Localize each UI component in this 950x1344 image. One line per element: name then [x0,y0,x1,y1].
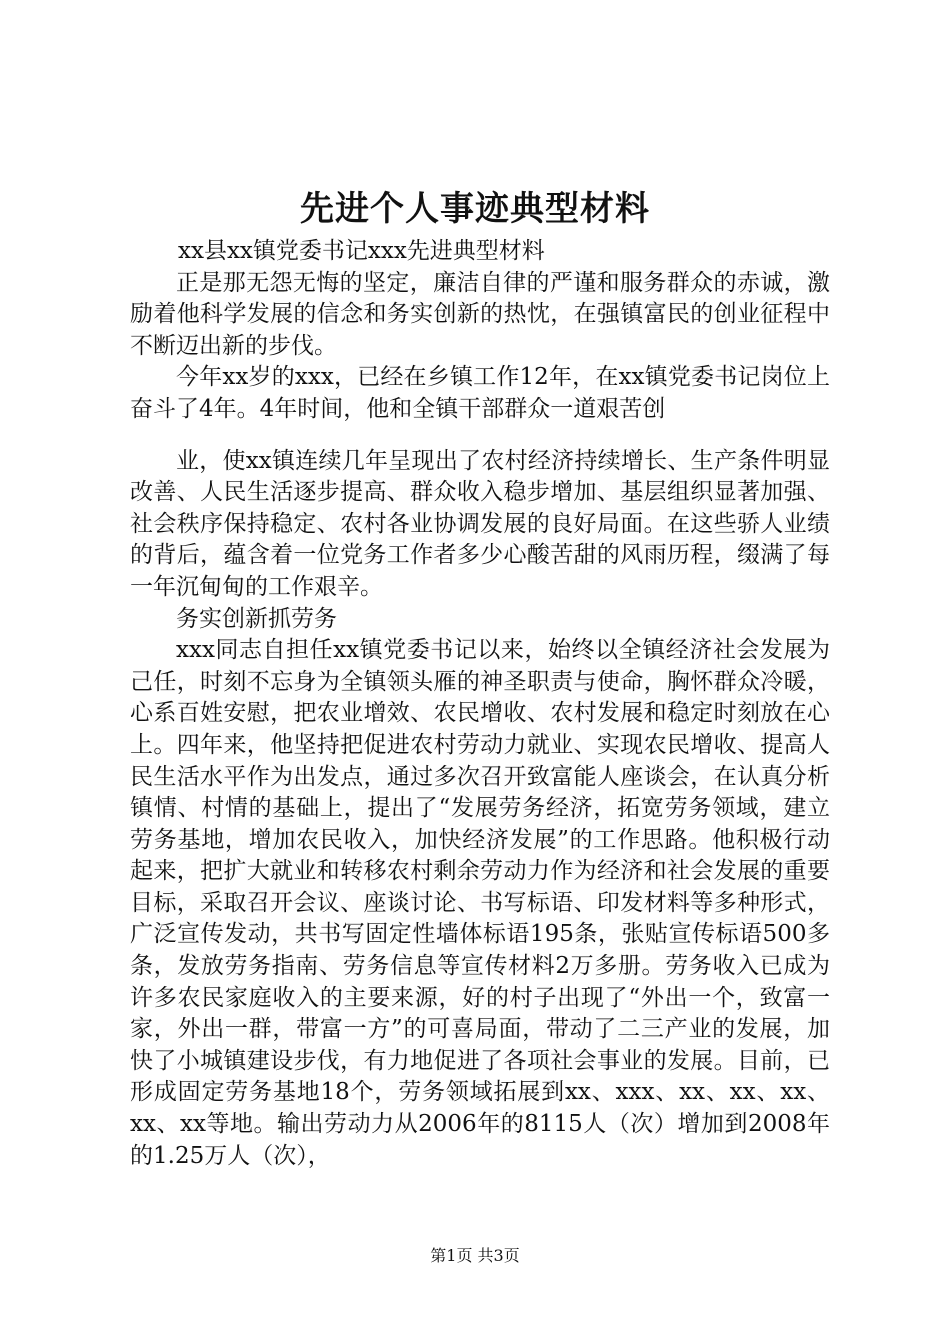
section-heading: 务实创新抓劳务 [176,605,337,632]
paragraph-profile: 今年xx岁的xxx，已经在乡镇工作12年，在xx镇党委书记岗位上奋斗了4年。4年时间，他和全镇干部群众一道艰苦创 [130,364,830,422]
paragraph-subtitle: xx县xx镇党委书记xxx先进典型材料 [178,238,545,264]
document-body [130,236,830,1172]
page-footer: 第1页 共3页 [430,1246,520,1265]
paragraph-labor-work: xxx同志自担任xx镇党委书记以来，始终以全镇经济社会发展为己任，时刻不忘身为全镇领头雁的神圣职责与使命，胸怀群众冷暖，心系百姓安慰，把农业增效、农民增收、农村发展和稳定时刻放在心上。四年来，他坚持把促进农村劳动力就业、实现农民增收、提高人民生活水平作为出发点，通过多次召开致富能人座谈会，在认真分析镇情、村情的基础上，提出了“发展劳务经济，拓宽劳务领域，建立劳务基地，增加农民收入，加快经济发展”的工作思路。他积极行动起来，把扩大就业和转移农村剩余劳动力作为经济和社会发展的重要目标，采取召开会议、座谈讨论、书写标语、印发材料等多种形式，广泛宣传发动，共书写固定性墙体标语195条，张贴宣传标语500多条，发放劳务指南、劳务信息等宣传材料2万多册。劳务收入已成为许多农民家庭收入的主要来源，好的村子出现了“外出一个，致富一家，外出一群，带富一方”的可喜局面，带动了二三产业的发展，加快了小城镇建设步伐，有力地促进了各项社会事业的发展。目前，已形成固定劳务基地18个，劳务领域拓展到xx、xxx、xx、xx、xx、xx、xx等地。输出劳动力从2006年的8115人（次）增加到2008年的1.25万人（次）， [130,637,830,1169]
document-title: 先进个人事迹典型材料 [300,189,650,229]
paragraph-achievements: 业，使xx镇连续几年呈现出了农村经济持续增长、生产条件明显改善、人民生活逐步提高、群众收入稳步增加、基层组织显著加强、社会秩序保持稳定、农村各业协调发展的良好局面。在这些骄人业绩的背后，蕴含着一位党务工作者多少心酸苦甜的风雨历程，缀满了每一年沉甸甸的工作艰辛。 [130,447,830,600]
paragraph-intro: 正是那无怨无悔的坚定，廉洁自律的严谨和服务群众的赤诚，激励着他科学发展的信念和务实创新的热忱，在强镇富民的创业征程中不断迈出新的步伐。 [130,269,830,359]
paragraph-gap [130,426,830,446]
